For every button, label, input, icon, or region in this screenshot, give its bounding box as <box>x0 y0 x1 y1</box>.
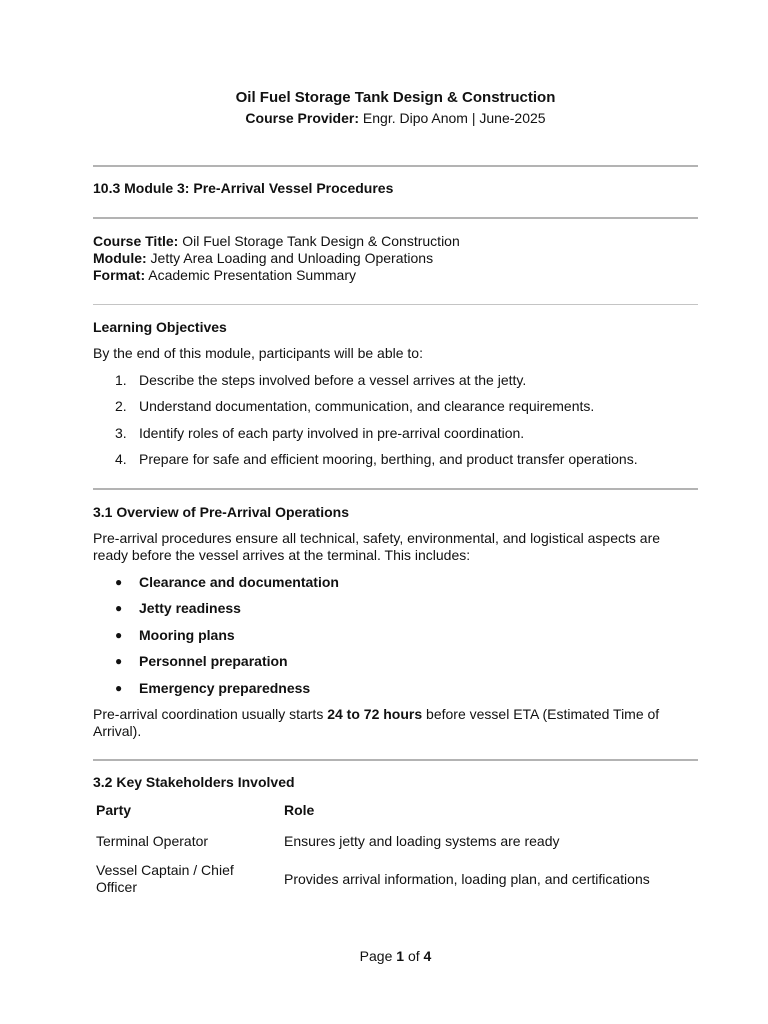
course-provider-value: Engr. Dipo Anom | June-2025 <box>359 110 546 126</box>
column-header-role: Role <box>284 801 315 818</box>
party-cell: Terminal Operator <box>96 832 209 849</box>
list-item-text: Prepare for safe and efficient mooring, berthing, and product transfer operations. <box>139 451 638 467</box>
bullet-icon: ● <box>115 654 123 668</box>
bullet-icon: ● <box>115 680 123 695</box>
format-line <box>93 267 698 284</box>
stakeholders-heading: 3.2 Key Stakeholders Involved <box>93 774 295 790</box>
list-item <box>93 574 698 591</box>
party-cell: Vessel Captain / Chief Officer <box>96 862 234 895</box>
list-item-text: Emergency preparedness <box>139 679 311 696</box>
list-item <box>93 425 698 442</box>
document-title: Oil Fuel Storage Tank Design & Construction <box>235 89 556 106</box>
page-word: Page <box>359 948 397 964</box>
current-page-number: 1 <box>396 948 405 964</box>
stakeholders-table <box>93 795 698 901</box>
list-number: 3. <box>115 424 127 441</box>
divider <box>93 759 698 761</box>
module-label: Module: <box>93 250 147 266</box>
list-number: 2. <box>115 398 127 414</box>
divider <box>93 217 698 219</box>
list-item-text: Jetty readiness <box>139 600 241 616</box>
course-provider-line <box>93 109 698 127</box>
course-title-value: Oil Fuel Storage Tank Design & Construction <box>178 233 460 249</box>
learning-objectives-heading: Learning Objectives <box>93 319 227 335</box>
list-number: 4. <box>115 451 127 467</box>
table-row <box>93 857 698 901</box>
overview-section <box>93 504 698 740</box>
bullet-icon: ● <box>115 601 123 615</box>
bullet-icon: ● <box>115 574 123 589</box>
overview-closing <box>93 706 698 740</box>
course-provider-label: Course Provider: <box>245 110 360 126</box>
module-heading-block <box>93 180 698 197</box>
module-heading: 10.3 Module 3: Pre-Arrival Vessel Procedures <box>93 180 394 196</box>
list-item <box>93 451 698 468</box>
of-word: of <box>404 948 424 964</box>
stakeholders-section <box>93 774 698 901</box>
column-header-party: Party <box>96 801 132 818</box>
page-footer <box>93 948 698 965</box>
format-label: Format: <box>93 267 146 283</box>
list-item <box>93 627 698 644</box>
list-item-text: Describe the steps involved before a vessel arrives at the jetty. <box>139 371 527 388</box>
document-page <box>93 0 698 1024</box>
divider <box>93 304 698 305</box>
overview-heading: 3.1 Overview of Pre-Arrival Operations <box>93 504 349 520</box>
table-row <box>93 825 698 857</box>
divider <box>93 488 698 490</box>
document-header <box>93 88 698 127</box>
overview-closing-post: before vessel ETA (Estimated Time of Arrival). <box>93 706 660 739</box>
divider <box>93 165 698 167</box>
module-value: Jetty Area Loading and Unloading Operations <box>146 250 434 266</box>
course-title-line <box>93 233 698 250</box>
module-line <box>93 250 698 267</box>
list-item <box>93 600 698 617</box>
role-cell: Ensures jetty and loading systems are ready <box>284 832 560 849</box>
learning-objectives-intro: By the end of this module, participants will be able to: <box>93 345 423 361</box>
table-header-row <box>93 795 698 825</box>
list-item <box>93 398 698 415</box>
list-item <box>93 653 698 670</box>
overview-closing-bold: 24 to 72 hours <box>327 706 423 722</box>
learning-objectives-list <box>93 372 698 469</box>
list-number: 1. <box>115 371 127 388</box>
bullet-icon: ● <box>115 627 123 642</box>
total-page-count: 4 <box>423 948 432 964</box>
list-item-text: Understand documentation, communication, and clearance requirements. <box>139 398 595 414</box>
overview-bullet-list <box>93 574 698 697</box>
list-item-text: Clearance and documentation <box>139 573 339 590</box>
learning-objectives-section <box>93 319 698 478</box>
list-item-text: Identify roles of each party involved in pre-arrival coordination. <box>139 424 525 441</box>
course-meta-block <box>93 233 698 284</box>
list-item <box>93 680 698 697</box>
course-title-label: Course Title: <box>93 233 179 249</box>
role-cell: Provides arrival information, loading plan, and certifications <box>284 870 650 887</box>
overview-closing-pre: Pre-arrival coordination usually starts <box>93 706 328 722</box>
list-item-text: Mooring plans <box>139 626 235 643</box>
list-item-text: Personnel preparation <box>139 653 288 669</box>
format-value: Academic Presentation Summary <box>145 267 356 283</box>
list-item <box>93 372 698 389</box>
overview-intro: Pre-arrival procedures ensure all technical, safety, environmental, and logistical aspects are ready before the vessel arrives at the terminal. This includes: <box>93 530 661 563</box>
